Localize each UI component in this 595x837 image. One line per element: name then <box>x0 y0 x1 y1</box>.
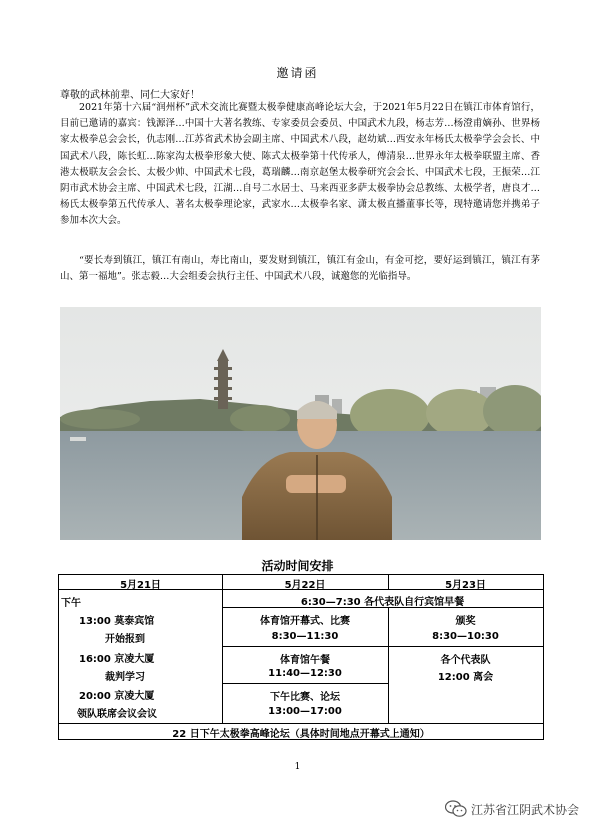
closing-paragraph: “要长寿到镇江，镇江有南山，寿比南山，要发财到镇江，镇江有金山，有金可挖，要好运到镇江，镇江有茅山、第一福地”。张志毅…大会组委会执行主任、中国武术八段，诚邀您的光临指导。 <box>60 255 540 283</box>
opening-title: 体育馆开幕式、比赛 <box>260 616 350 627</box>
invitation-paragraph: 2021年第十六届“润州杯”武术交流比赛暨太极拳健康高峰论坛大会，于2021年5月22日在镇江市体育馆行，目前已邀请的嘉宾：钱源泽…中国十大著名教练、专家委员会委员、中国武术九段，杨志芳…杨澄甫嫡孙、世界杨家太极拳总会会长，仇志刚…江苏省武术协会副主席、中国武术八段，赵幼斌…西安永年杨氏太极拳学会会长、中国武术八段，陈长虹…陈家沟太极拳形象大使、陈式太极拳第十代传承人，傅清泉…世界永年太极拳联盟主席、香港太极联友会会长、太极少帅、中国武术七段，葛瑞麟…南京赵堡太极拳研究会会长、中国武术七段，王振荣…江阴市武术协会主席、中国武术七段，江湖…自号二水居士、马来西亚多萨太极拳协会总教练、太极学者，唐良才…杨氏太极拳第五代传承人、著名太极拳理论家，武家水…太极拳名家、潇太极直播董事长等，现特邀请您并携弟子参加本次大会。 <box>60 102 540 227</box>
lake-pagoda-photo <box>60 307 541 540</box>
wechat-icon <box>445 800 467 818</box>
schedule-title: 活动时间安排 <box>261 559 334 573</box>
header-day2: 5月22日 <box>284 580 326 591</box>
photo-illustration <box>60 307 541 540</box>
breakfast-row: 6:30—7:30 各代表队自行宾馆早餐 <box>300 597 465 608</box>
day1-item: 开始报到 <box>105 634 145 645</box>
schedule-footer: 22 日下午太极拳高峰论坛（具体时间地点开幕式上通知） <box>172 729 430 740</box>
day1-item: 20:00 京凌大厦 <box>79 691 155 702</box>
watermark <box>445 800 579 818</box>
table-rule <box>59 723 543 724</box>
day1-item: 16:00 京凌大厦 <box>79 654 155 665</box>
watermark-text: 江苏省江阴武术协会 <box>470 802 579 817</box>
day1-item: 13:00 莫泰宾馆 <box>79 616 155 627</box>
header-day3: 5月23日 <box>445 580 486 591</box>
day1-item: 领队联席会议会议 <box>77 709 157 720</box>
table-rule <box>222 683 388 684</box>
lunch-time: 11:40—12:30 <box>268 668 342 679</box>
table-rule <box>222 646 543 647</box>
greeting: 尊敬的武林前辈、同仁大家好！ <box>60 90 200 101</box>
day1-label: 下午 <box>61 598 81 609</box>
header-day1: 5月21日 <box>120 580 161 591</box>
page-title: 邀请函 <box>276 66 319 80</box>
lunch-title: 体育馆午餐 <box>280 655 330 666</box>
opening-time: 8:30—11:30 <box>271 631 339 642</box>
afternoon-time: 13:00—17:00 <box>268 706 342 717</box>
schedule-table <box>58 574 544 740</box>
day1-item: 裁判学习 <box>105 672 145 683</box>
page-number: 1 <box>294 762 301 772</box>
award-title: 颁奖 <box>455 616 476 627</box>
afternoon-title: 下午比赛、论坛 <box>270 692 340 703</box>
depart-title: 各个代表队 <box>440 655 491 666</box>
award-time: 8:30—10:30 <box>432 631 499 642</box>
depart-time: 12:00 离会 <box>437 672 494 683</box>
